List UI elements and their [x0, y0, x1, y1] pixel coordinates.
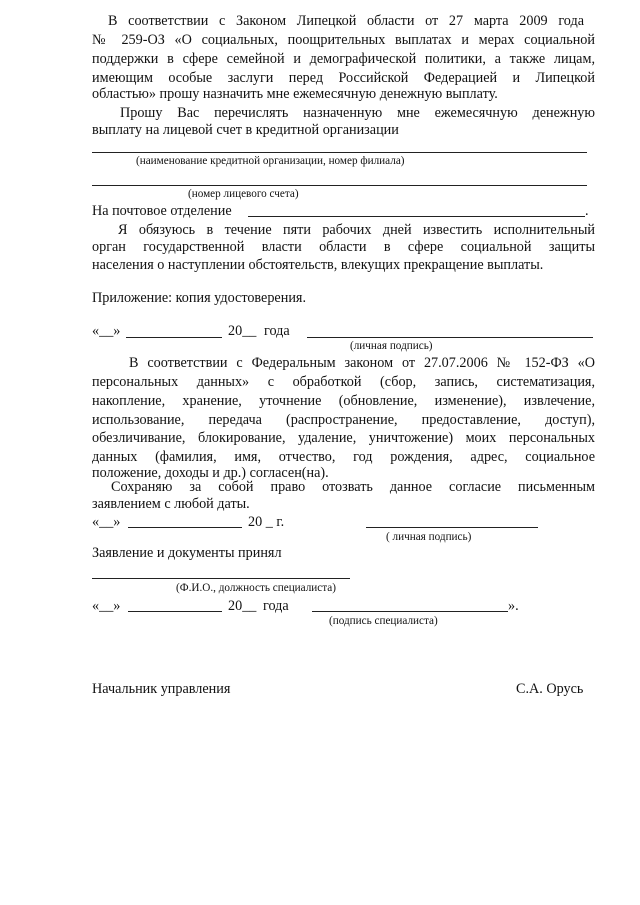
- quote-open: «: [92, 514, 100, 530]
- day-blank[interactable]: __: [99, 514, 114, 530]
- consent-line-4: использование, передача (распространение, предоставление, доступ),: [92, 412, 595, 428]
- month-blank-line-2[interactable]: [128, 527, 242, 528]
- date-row-3: [92, 597, 120, 616]
- year-word-3: года: [263, 598, 289, 614]
- revoke-line-1: Сохраняю за собой право отозвать данное согласие письменным: [111, 479, 595, 495]
- specialist-name-line[interactable]: [92, 578, 350, 579]
- quote-close: »: [113, 323, 121, 339]
- month-blank-line[interactable]: [126, 337, 222, 338]
- year-field-2: [248, 513, 284, 532]
- revoke-line-2: заявлением с любой даты.: [92, 496, 250, 512]
- year-prefix: 20: [228, 323, 243, 339]
- specialist-signature-end: ».: [508, 598, 519, 614]
- head-position: Начальник управления: [92, 681, 231, 697]
- quote-open: «: [92, 323, 100, 339]
- head-name: С.А. Орусь: [516, 681, 584, 697]
- account-number-caption: (номер лицевого счета): [188, 188, 299, 200]
- date-row-2: [92, 513, 120, 532]
- specialist-signature-line[interactable]: [312, 611, 508, 612]
- accepted-label: Заявление и документы принял: [92, 545, 282, 561]
- consent-line-1: В соответствии с Федеральным законом от 27.07.2006 № 152-ФЗ «О: [129, 355, 595, 371]
- intro-line-1: В соответствии с Законом Липецкой области от 27 марта 2009 года: [108, 13, 584, 29]
- obligation-line-3: населения о наступлении обстоятельств, влекущих прекращение выплаты.: [92, 257, 544, 273]
- day-blank[interactable]: __: [99, 323, 114, 339]
- account-number-line[interactable]: [92, 185, 587, 186]
- signature-line-2[interactable]: [366, 527, 538, 528]
- day-blank[interactable]: __: [99, 598, 114, 614]
- date-row-1: [92, 322, 120, 341]
- bank-name-caption: (наименование кредитной организации, номер филиала): [136, 155, 405, 167]
- consent-line-2: персональных данных» с обработкой (сбор, запись, систематизация,: [92, 374, 595, 390]
- bank-name-line[interactable]: [92, 152, 587, 153]
- post-office-label: На почтовое отделение: [92, 203, 232, 219]
- year-word: г.: [276, 514, 285, 530]
- consent-line-3: накопление, хранение, уточнение (обновление, изменение), извлечение,: [92, 393, 595, 409]
- intro-line-2: № 259-ОЗ «О социальных, поощрительных выплатах и мерах социальной: [92, 32, 595, 48]
- year-blank[interactable]: __: [242, 323, 257, 339]
- quote-close: »: [113, 598, 121, 614]
- attachment-note: Приложение: копия удостоверения.: [92, 290, 306, 306]
- post-office-end: .: [585, 203, 589, 219]
- month-blank-line-3[interactable]: [128, 611, 222, 612]
- quote-close: »: [113, 514, 121, 530]
- intro-line-3: поддержки в сфере семейной и демографической политики, а также лицам,: [92, 51, 595, 67]
- specialist-caption: (Ф.И.О., должность специалиста): [176, 582, 336, 594]
- consent-line-7: положение, доходы и др.) согласен(на).: [92, 465, 329, 481]
- signature-caption-2: ( личная подпись): [386, 531, 472, 543]
- obligation-line-2: орган государственной власти области в сфере социальной защиты: [92, 239, 595, 255]
- payment-line-2: выплату на лицевой счет в кредитной организации: [92, 122, 399, 138]
- specialist-signature-caption: (подпись специалиста): [329, 615, 438, 627]
- year-blank[interactable]: _: [265, 514, 273, 530]
- quote-open: «: [92, 598, 100, 614]
- signature-line-1[interactable]: [307, 337, 593, 338]
- consent-line-6: данных (фамилия, имя, отчество, год рождения, адрес, социальное: [92, 449, 595, 465]
- year-field-1: [228, 322, 256, 341]
- signature-caption-1: (личная подпись): [350, 340, 433, 352]
- year-field-3: [228, 597, 256, 616]
- year-blank[interactable]: __: [242, 598, 257, 614]
- year-prefix: 20: [248, 514, 263, 530]
- post-office-line[interactable]: [248, 216, 585, 217]
- obligation-line-1: Я обязуюсь в течение пяти рабочих дней известить исполнительный: [118, 222, 595, 238]
- year-prefix: 20: [228, 598, 243, 614]
- intro-line-4: имеющим особые заслуги перед Российской Федерацией и Липецкой: [92, 70, 595, 86]
- consent-line-5: обезличивание, блокирование, удаление, уничтожение) моих персональных: [92, 430, 595, 446]
- year-word-1: года: [264, 323, 290, 339]
- payment-line-1: Прошу Вас перечислять назначенную мне ежемесячную денежную: [120, 105, 595, 121]
- intro-line-5: областью» прошу назначить мне ежемесячную денежную выплату.: [92, 86, 498, 102]
